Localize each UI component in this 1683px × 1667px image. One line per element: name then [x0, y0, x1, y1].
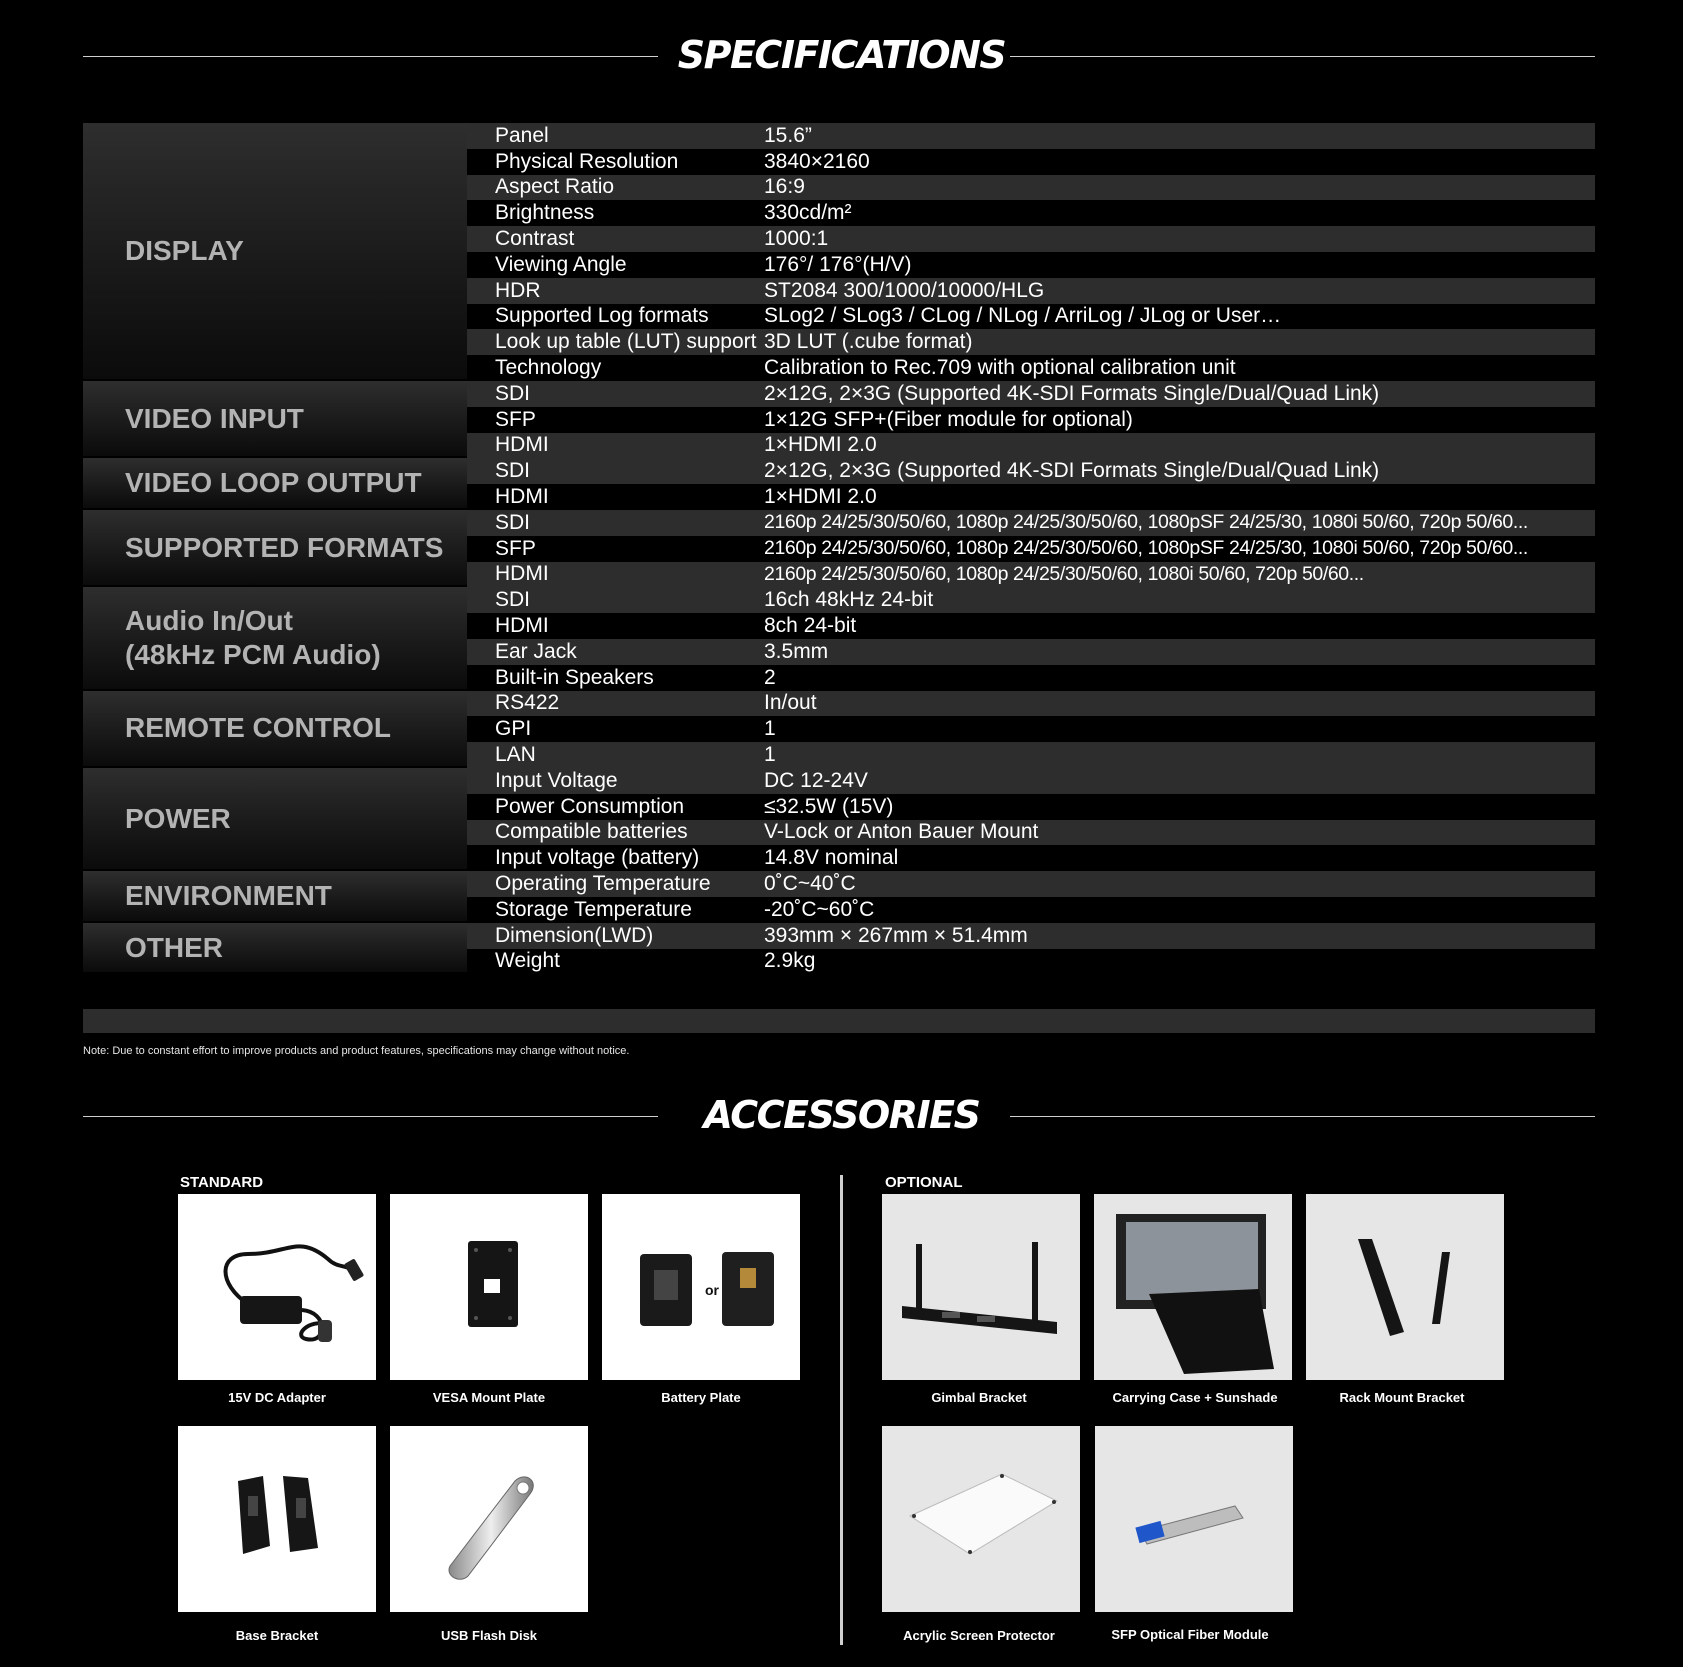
spec-row: [467, 820, 1595, 846]
spec-category-label: REMOTE CONTROL: [125, 712, 391, 744]
spec-label: Dimension(LWD): [495, 923, 654, 947]
acrylic-protector-caption: Acrylic Screen Protector: [903, 1628, 1055, 1643]
spec-row: [467, 226, 1595, 252]
spec-row: [467, 355, 1595, 381]
dc-adapter-icon: [178, 1194, 376, 1380]
spec-label: RS422: [495, 691, 560, 715]
spec-category: [83, 923, 467, 975]
spec-row: [467, 458, 1595, 484]
spec-label: Operating Temperature: [495, 872, 711, 895]
spec-label: Weight: [495, 949, 560, 973]
vesa-plate-image: [390, 1194, 588, 1380]
spec-value: SLog2 / SLog3 / CLog / NLog / ArriLog / JLog or User…: [764, 304, 1282, 328]
spec-row: [467, 175, 1595, 201]
spec-label: Panel: [495, 123, 549, 147]
spec-value: 1×12G SFP+(Fiber module for optional): [764, 407, 1133, 431]
spec-group: [83, 691, 1595, 768]
spec-row: [467, 716, 1595, 742]
spec-row: [467, 949, 1595, 975]
spec-category: [83, 871, 467, 923]
spec-category: [83, 510, 467, 587]
dc-adapter-image: [178, 1194, 376, 1380]
spec-note: Note: Due to constant effort to improve products and product features, specifications may change without notice.: [83, 1045, 630, 1057]
spec-row: [467, 768, 1595, 794]
spec-value: In/out: [764, 691, 817, 715]
accessories-title: ACCESSORIES: [703, 1093, 980, 1137]
spec-value: 16:9: [764, 175, 805, 199]
base-bracket-image: [178, 1426, 376, 1612]
spec-label: SDI: [495, 588, 531, 612]
spec-category: [83, 381, 467, 458]
spec-value: 330cd/m²: [764, 201, 852, 225]
battery-plate-caption: Battery Plate: [661, 1390, 741, 1405]
spec-value: 1000:1: [764, 227, 829, 251]
sfp-module-image: [1095, 1426, 1293, 1612]
spec-value: 8ch 24-bit: [764, 614, 857, 638]
spec-label: SDI: [495, 381, 531, 405]
standard-label: STANDARD: [180, 1174, 264, 1191]
spec-group: [83, 923, 1595, 975]
spec-category-label: POWER: [125, 802, 231, 834]
acrylic-protector-icon: [882, 1426, 1080, 1612]
spec-value: 2160p 24/25/30/50/60, 1080p 24/25/30/50/60, 1080pSF 24/25/30, 1080i 50/60, 720p 50/60...: [764, 511, 1528, 534]
vesa-plate-icon: [390, 1194, 588, 1380]
spec-label: Power Consumption: [495, 794, 685, 818]
spec-label: LAN: [495, 743, 536, 767]
spec-label: HDMI: [495, 614, 549, 638]
spec-row: [467, 613, 1595, 639]
spec-category-label: VIDEO INPUT: [125, 402, 304, 434]
spec-value: 3.5mm: [764, 639, 829, 663]
sfp-module-caption: SFP Optical Fiber Module: [1111, 1627, 1269, 1642]
spec-label: SFP: [495, 407, 536, 431]
spec-row: [467, 252, 1595, 278]
spec-group: [83, 871, 1595, 923]
spec-label: SDI: [495, 510, 531, 534]
spec-label: Technology: [495, 356, 602, 380]
rack-bracket-caption: Rack Mount Bracket: [1339, 1390, 1465, 1405]
spec-value: Calibration to Rec.709 with optional calibration unit: [764, 356, 1236, 380]
spec-value: 1×HDMI 2.0: [764, 485, 877, 509]
spec-value: 15.6”: [764, 123, 812, 147]
spec-value: 393mm × 267mm × 51.4mm: [764, 923, 1028, 947]
rack-bracket-icon: [1306, 1194, 1504, 1380]
dc-adapter-caption: 15V DC Adapter: [228, 1390, 326, 1405]
spec-category: [83, 458, 467, 510]
spec-category-label: VIDEO LOOP OUTPUT: [125, 467, 422, 499]
spec-row: [467, 536, 1595, 562]
vesa-plate-caption: VESA Mount Plate: [432, 1390, 546, 1405]
spec-row: [467, 200, 1595, 226]
spec-row: [467, 923, 1595, 949]
specifications-title: SPECIFICATIONS: [677, 33, 1006, 77]
spec-row: [467, 587, 1595, 613]
spec-category-label: Audio In/Out: [125, 604, 293, 636]
gimbal-bracket-image: [882, 1194, 1080, 1380]
spec-value: 2160p 24/25/30/50/60, 1080p 24/25/30/50/60, 1080i 50/60, 720p 50/60...: [764, 562, 1364, 585]
spec-value: ≤32.5W (15V): [764, 794, 894, 818]
spec-row: [467, 639, 1595, 665]
spec-category: [83, 587, 467, 690]
spec-category: [83, 691, 467, 768]
spec-row: [467, 123, 1595, 149]
spec-row: [467, 381, 1595, 407]
spec-label: Physical Resolution: [495, 149, 679, 173]
spec-value: 1: [764, 717, 776, 741]
spec-value: 2.9kg: [764, 949, 816, 973]
spec-row: [467, 149, 1595, 175]
spec-row: [467, 794, 1595, 820]
usb-disk-caption: USB Flash Disk: [440, 1628, 538, 1643]
spec-value: V-Lock or Anton Bauer Mount: [764, 820, 1039, 844]
base-bracket-caption: Base Bracket: [235, 1628, 319, 1643]
spec-row: [467, 484, 1595, 510]
spec-label: Aspect Ratio: [495, 175, 615, 199]
spec-group: [83, 587, 1595, 690]
spec-label: SFP: [495, 536, 536, 560]
spec-value: 3D LUT (.cube format): [764, 330, 973, 354]
spec-table: [83, 123, 1595, 974]
spec-value: 1×HDMI 2.0: [764, 433, 877, 457]
spec-row: [467, 897, 1595, 923]
spec-row: [467, 278, 1595, 304]
spec-value: DC 12-24V: [764, 768, 868, 792]
spec-label: Storage Temperature: [495, 897, 692, 921]
gimbal-bracket-icon: [882, 1194, 1080, 1380]
battery-plate-image: [602, 1194, 800, 1380]
spec-value: ST2084 300/1000/10000/HLG: [764, 278, 1045, 302]
spec-row: [467, 510, 1595, 536]
spec-row: [467, 845, 1595, 871]
spec-group: [83, 510, 1595, 587]
sfp-module-icon: [1095, 1426, 1293, 1612]
usb-disk-image: [390, 1426, 588, 1612]
battery-plate-icon: [602, 1194, 800, 1380]
spec-row: [467, 742, 1595, 768]
spec-group: [83, 123, 1595, 381]
spec-label: HDMI: [495, 485, 549, 509]
spec-row: [467, 304, 1595, 330]
spec-category-label: DISPLAY: [125, 234, 244, 266]
spec-label: SDI: [495, 459, 531, 483]
spec-label: Ear Jack: [495, 639, 577, 663]
spec-label: HDMI: [495, 562, 549, 586]
spec-category-label: OTHER: [125, 931, 223, 963]
spec-label: Brightness: [495, 201, 595, 225]
rack-bracket-image: [1306, 1194, 1504, 1380]
optional-label: OPTIONAL: [885, 1174, 963, 1191]
spec-value: 2×12G, 2×3G (Supported 4K-SDI Formats Single/Dual/Quad Link): [764, 381, 1380, 405]
spec-value: -20˚C~60˚C: [764, 897, 875, 921]
spec-label: Input Voltage: [495, 768, 618, 792]
spec-value: 3840×2160: [764, 149, 870, 173]
spec-value: 14.8V nominal: [764, 846, 899, 870]
battery-plate-or: or: [705, 1282, 719, 1298]
spec-value: 0˚C~40˚C: [764, 872, 856, 895]
base-bracket-icon: [178, 1426, 376, 1612]
gimbal-bracket-caption: Gimbal Bracket: [931, 1390, 1027, 1405]
spec-value: 1: [764, 743, 776, 767]
usb-disk-icon: [390, 1426, 588, 1612]
spec-value: 2: [764, 665, 776, 689]
acrylic-protector-image: [882, 1426, 1080, 1612]
spec-row: [467, 433, 1595, 459]
spec-value: 16ch 48kHz 24-bit: [764, 588, 934, 612]
spec-value: 176°/ 176°(H/V): [764, 252, 912, 276]
spec-row: [467, 871, 1595, 897]
spec-label: Supported Log formats: [495, 304, 709, 328]
spec-category: [83, 768, 467, 871]
spec-label: Viewing Angle: [495, 252, 627, 276]
spec-row: [467, 407, 1595, 433]
spec-label: Input voltage (battery): [495, 846, 700, 870]
carrying-case-image: [1094, 1194, 1292, 1380]
spec-row: [467, 691, 1595, 717]
spec-label: Contrast: [495, 227, 575, 251]
spec-category-label: SUPPORTED FORMATS: [125, 531, 444, 563]
spec-value: 2×12G, 2×3G (Supported 4K-SDI Formats Single/Dual/Quad Link): [764, 459, 1380, 483]
spec-category: [83, 123, 467, 381]
spec-row: [467, 329, 1595, 355]
spec-group: [83, 768, 1595, 871]
spec-value: 2160p 24/25/30/50/60, 1080p 24/25/30/50/60, 1080pSF 24/25/30, 1080i 50/60, 720p 50/60...: [764, 537, 1528, 560]
spec-row: [467, 562, 1595, 588]
spec-group: [83, 458, 1595, 510]
spec-category-label: ENVIRONMENT: [125, 879, 332, 911]
spec-row: [467, 665, 1595, 691]
spec-category-sublabel: (48kHz PCM Audio): [125, 638, 381, 670]
spec-label: GPI: [495, 717, 532, 741]
spec-label: Compatible batteries: [495, 820, 688, 844]
carrying-case-icon: [1094, 1194, 1292, 1380]
spec-label: Look up table (LUT) support: [495, 330, 757, 354]
spec-label: HDR: [495, 278, 541, 302]
carrying-case-caption: Carrying Case + Sunshade: [1112, 1390, 1278, 1405]
spec-label: HDMI: [495, 433, 549, 457]
spec-table-footer-bar: [83, 1009, 1595, 1033]
spec-label: Built-in Speakers: [495, 665, 654, 689]
spec-group: [83, 381, 1595, 458]
accessories-divider: [840, 1175, 843, 1645]
